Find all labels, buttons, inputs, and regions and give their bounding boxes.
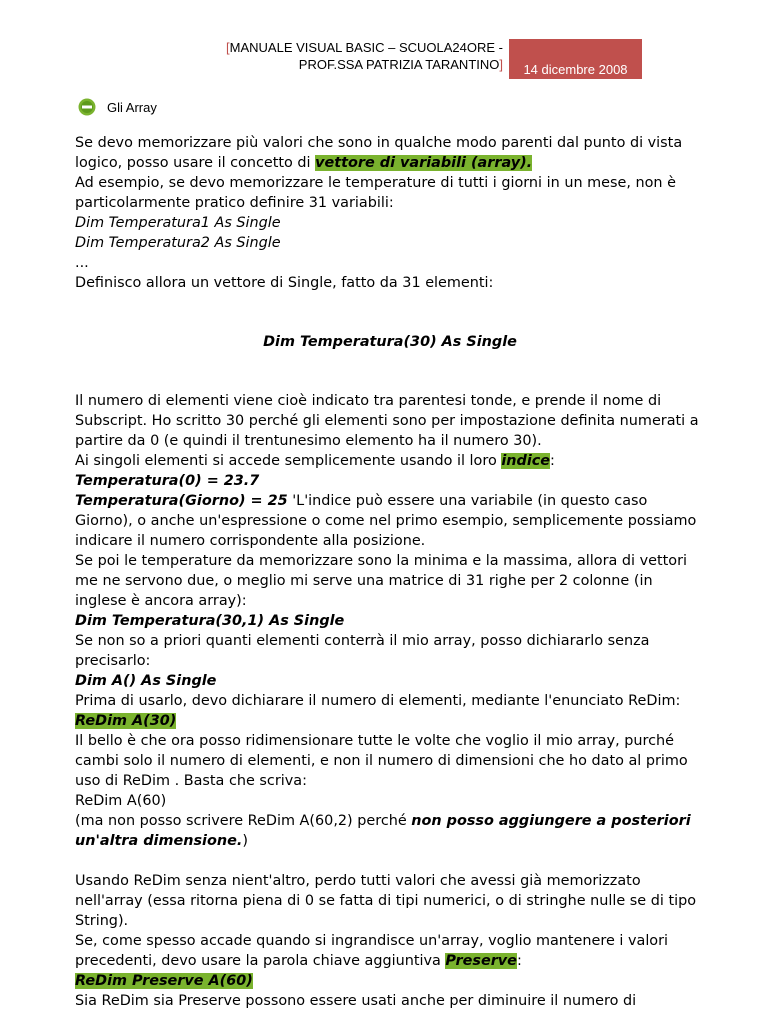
paragraph [75,931,705,971]
text: ) [242,833,248,849]
code-line [75,711,705,731]
highlight-term: indice [501,453,551,469]
document-body [75,133,705,1011]
paragraph: Definisco allora un vettore di Single, fatto da 31 elementi: [75,275,494,291]
highlight-code: ReDim Preserve A(60) [75,973,253,989]
paragraph [75,451,705,471]
centered-code: Dim Temperatura(30) As Single [263,334,517,350]
collapse-minus-icon[interactable] [78,98,96,116]
text: Ai singoli elementi si accede semplicemente usando il loro [75,453,502,469]
paragraph [75,133,705,173]
header-title [226,39,503,73]
header-date: 14 dicembre 2008 [523,62,628,77]
paragraph: Ad esempio, se devo memorizzare le temperature di tutti i giorni in un mese, non è particolarmente pratico definire 31 variabili: [75,175,676,211]
code-line: Dim Temperatura(30,1) As Single [75,613,345,629]
paragraph: ReDim A(60) [75,793,167,809]
section-heading [78,98,157,116]
paragraph: Se non so a priori quanti elementi conterrà il mio array, posso dichiararlo senza precisarlo: [75,633,650,669]
highlight-code: ReDim A(30) [75,713,177,729]
page-header [0,39,768,79]
code-inline: Temperatura(Giorno) = 25 [75,493,288,509]
text: 'L'indice può essere una variabile (in questo caso Giorno), o anche un'espressione o come nel primo esempio, semplicemente possiamo indicare il numero corrispondente alla posizione. [75,493,697,549]
header-title-line2: PROF.SSA PATRIZIA TARANTINO [298,57,500,72]
code-line: Dim Temperatura2 As Single [75,235,281,251]
highlight-term: Preserve [445,953,517,969]
emphasis: non posso aggiungere a posteriori un'altra dimensione. [75,813,691,849]
header-bracket-close: ] [499,57,503,72]
code-line: Temperatura(0) = 23.7 [75,473,260,489]
text: : [516,953,522,969]
ellipsis: ... [75,255,89,271]
code-line: Dim Temperatura1 As Single [75,215,281,231]
text: Se devo memorizzare più valori che sono in qualche modo parenti dal punto di vista logico, posso usare il concetto di [75,135,683,171]
text: Se, come spesso accade quando si ingrandisce un'array, voglio mantenere i valori precedenti, devo usare la parola chiave aggiuntiva [75,933,669,969]
paragraph [75,811,705,851]
paragraph: Se poi le temperature da memorizzare sono la minima e la massima, allora di vettori me ne servono due, o meglio mi serve una matrice di 31 righe per 2 colonne (in inglese è ancora array): [75,553,688,609]
header-bracket-open: [ [226,40,230,55]
paragraph: Il numero di elementi viene cioè indicato tra parentesi tonde, e prende il nome di Subscript. Ho scritto 30 perché gli elementi sono per impostazione definita numerati a partire da 0 (e quindi il trentunesimo elemento ha il numero 30). [75,393,699,449]
paragraph: Sia ReDim sia Preserve possono essere usati anche per diminuire il numero di [75,993,637,1009]
code-line [75,971,705,991]
header-date-box [509,39,642,79]
paragraph: Il bello è che ora posso ridimensionare tutte le volte che voglio il mio array, purché cambi solo il numero di elementi, e non il numero di dimensioni che ho dato al primo uso di ReDim . Basta che scriva: [75,733,688,789]
section-title: Gli Array [107,99,157,115]
code-line: Dim A() As Single [75,673,217,689]
text: : [550,453,555,469]
paragraph: Prima di usarlo, devo dichiarare il numero di elementi, mediante l'enunciato ReDim: [75,693,681,709]
paragraph: Usando ReDim senza nient'altro, perdo tutti valori che avessi già memorizzato nell'array (essa ritorna piena di 0 se fatta di tipi numerici, o di stringhe nulle se di tipo String). [75,873,697,929]
header-title-line1: MANUALE VISUAL BASIC – SCUOLA24ORE - [229,40,503,55]
paragraph [75,491,705,551]
text: (ma non posso scrivere ReDim A(60,2) perché [75,813,412,829]
highlight-term: vettore di variabili (array). [315,155,533,171]
